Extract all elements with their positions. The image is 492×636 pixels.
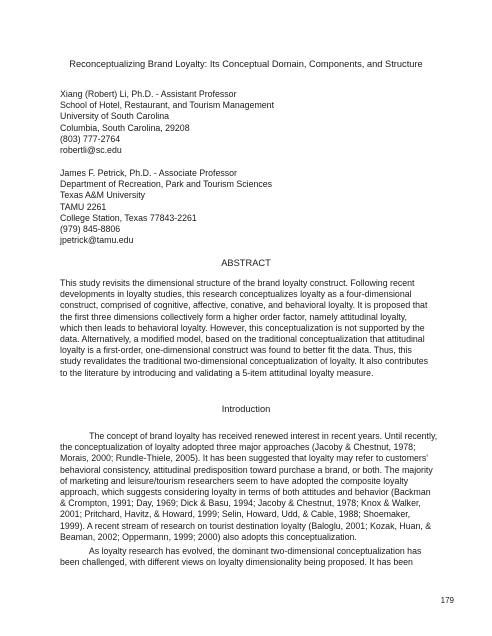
author-block-2 (60, 168, 432, 246)
abstract-paragraph (60, 278, 432, 379)
text-line: 1999). A recent stream of research on tourist destination loyalty (Baloglu, 2001; Kozak, Huan, & (60, 520, 432, 531)
page-number: 179 (440, 596, 454, 605)
text-line: 2001; Pritchard, Havitz, & Howard, 1999; Selin, Howard, Udd, & Cable, 1988; Shoemaker, (60, 509, 411, 520)
introduction-paragraph-2 (60, 546, 432, 568)
introduction-heading: Introduction (221, 404, 271, 414)
author-2-university: Texas A&M University (60, 190, 146, 201)
text-line: This study revisits the dimensional structure of the brand loyalty construct. Following recent (60, 278, 415, 288)
text-line: data. Alternatively, a modified model, based on the traditional conceptualization that attitudinal (60, 334, 425, 345)
text-line: Morais, 2000; Rundle-Thiele, 2005). It has been suggested that loyalty may refer to customers' (60, 453, 428, 464)
paper-title: Reconceptualizing Brand Loyalty: Its Conceptual Domain, Components, and Structure (69, 59, 423, 69)
author-1-email: robertli@sc.edu (60, 145, 122, 156)
author-2-mailstop: TAMU 2261 (60, 201, 107, 212)
author-1-university: University of South Carolina (60, 111, 170, 122)
text-line: Beaman, 2002; Oppermann, 1999; 2000) also adopts this conceptualization. (60, 531, 357, 542)
author-2-department: Department of Recreation, Park and Tourism Sciences (60, 179, 273, 190)
text-line: developments in loyalty studies, this research conceptualizes loyalty as a four-dimensional (60, 289, 412, 300)
text-line: approach, which suggests considering loyalty in terms of both attitudes and behavior (Backman (60, 487, 431, 498)
author-1-phone: (803) 777-2764 (60, 133, 121, 144)
author-block-1 (60, 89, 432, 156)
text-line: As loyalty research has evolved, the dominant two-dimensional conceptualization has (60, 546, 422, 556)
author-1-department: School of Hotel, Restaurant, and Tourism Management (60, 100, 275, 111)
text-line: loyalty is a first-order, one-dimensional construct was found to better fit the data. Thus, this (60, 345, 412, 356)
text-line: The concept of brand loyalty has received renewed interest in recent years. Until recently, (60, 431, 438, 441)
author-2-city: College Station, Texas 77843-2261 (60, 212, 197, 223)
text-line: of marketing and leisure/tourism researchers seem to have adopted the composite loyalty (60, 475, 409, 486)
author-1-city: Columbia, South Carolina, 29208 (60, 122, 190, 133)
author-2-email: jpetrick@tamu.edu (60, 235, 134, 246)
author-2-phone: (979) 845-8806 (60, 224, 121, 235)
author-1-name: Xiang (Robert) Li, Ph.D. - Assistant Professor (60, 89, 237, 99)
abstract-heading: ABSTRACT (221, 258, 271, 268)
text-line: to the literature by introducing and validating a 5-item attitudinal loyalty measure. (60, 367, 374, 378)
text-line: behavioral consistency, attitudinal predisposition toward purchase a brand, or both. The majority (60, 464, 433, 475)
text-line: the conceptualization of loyalty adopted three major approaches (Jacoby & Chestnut, 1978; (60, 442, 416, 453)
introduction-paragraph-1 (60, 431, 438, 543)
text-line: construct, comprised of cognitive, affective, conative, and behavioral loyalty. It is proposed that (60, 300, 428, 311)
text-line: been challenged, with different views on loyalty dimensionality being proposed. It has been (60, 557, 413, 568)
text-line: which then leads to behavioral loyalty. However, this conceptualization is not supported by the (60, 322, 425, 333)
text-line: the first three dimensions collectively form a higher order factor, namely attitudinal loyalty, (60, 311, 407, 322)
text-line: & Crompton, 1991; Day, 1969; Dick & Basu, 1994; Jacoby & Chestnut, 1978; Knox & Walker, (60, 498, 421, 509)
author-2-name: James F. Petrick, Ph.D. - Associate Professor (60, 168, 237, 178)
text-line: study revalidates the traditional two-dimensional conceptualization of loyalty. It also contributes (60, 356, 429, 367)
